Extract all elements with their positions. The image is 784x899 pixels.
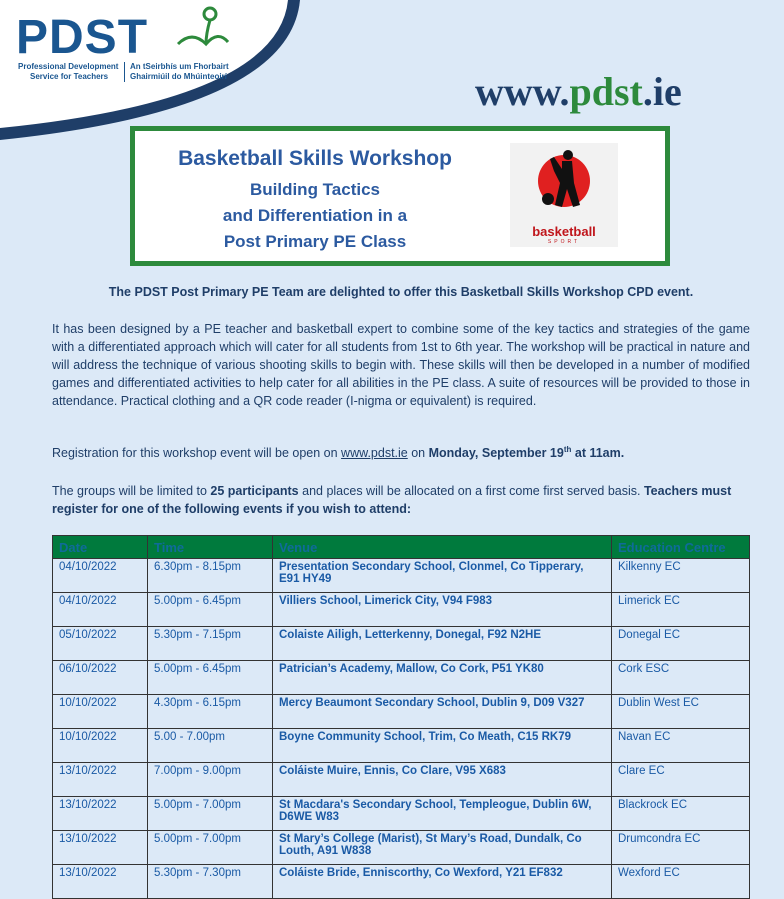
reader-logo-icon bbox=[170, 4, 230, 56]
header-venue: Venue bbox=[273, 536, 612, 559]
row-centre: Dublin West EC bbox=[612, 695, 750, 729]
table-row bbox=[53, 593, 750, 627]
row-time: 5.00pm - 7.00pm bbox=[148, 831, 273, 865]
row-time: 5.30pm - 7.30pm bbox=[148, 865, 273, 899]
row-venue: Mercy Beaumont Secondary School, Dublin 9, D09 V327 bbox=[273, 695, 612, 729]
header-time: Time bbox=[148, 536, 273, 559]
table-row bbox=[53, 865, 750, 899]
header-education-centre: Education Centre bbox=[612, 536, 750, 559]
table-row bbox=[53, 559, 750, 593]
table-row bbox=[53, 797, 750, 831]
table-row bbox=[53, 831, 750, 865]
row-centre: Wexford EC bbox=[612, 865, 750, 899]
table-row bbox=[53, 695, 750, 729]
logo-subtitle-ga: An tSeirbhís um Fhorbairt Ghairmiúil do Mhúinteoirí bbox=[124, 62, 229, 82]
basketball-logo-sub: SPORT bbox=[547, 239, 581, 245]
table-row bbox=[53, 729, 750, 763]
events-table bbox=[52, 535, 750, 899]
registration-link[interactable]: www.pdst.ie bbox=[341, 446, 408, 461]
row-date: 04/10/2022 bbox=[53, 593, 148, 627]
table-row bbox=[53, 627, 750, 661]
workshop-subtitle: Building Tactics and Differentiation in a Post Primary PE Class bbox=[222, 180, 408, 251]
row-centre: Limerick EC bbox=[612, 593, 750, 627]
description-paragraph: It has been designed by a PE teacher and basketball expert to combine some of the key tactics and strategies of the game with a differentiated approach which will cater for all students from 1st to 6th year. The workshop will be practical in nature and will address the technique of various shooting skills to begin with. These skills will then be developed in a number of modified games and differentiated activities to help cater for all abilities in the PE class. A suite of resources will be provided to those in attendance. Practical clothing and a QR code reader (I-nigma or equivalent) is required. bbox=[52, 322, 750, 408]
row-centre: Donegal EC bbox=[612, 627, 750, 661]
row-time: 5.00pm - 7.00pm bbox=[148, 797, 273, 831]
logo-subtitle-en: Professional Development Service for Teachers bbox=[18, 62, 119, 81]
row-centre: Cork ESC bbox=[612, 661, 750, 695]
registration-text: Registration for this workshop event will be open on www.pdst.ie on Monday, September 19th at 11am. bbox=[52, 445, 625, 461]
header-date: Date bbox=[53, 536, 148, 559]
basketball-logo-text: basketball bbox=[532, 224, 596, 239]
row-date: 06/10/2022 bbox=[53, 661, 148, 695]
intro-text: The PDST Post Primary PE Team are delighted to offer this Basketball Skills Workshop CPD event. bbox=[108, 285, 694, 299]
row-time: 5.00 - 7.00pm bbox=[148, 729, 273, 763]
row-centre: Drumcondra EC bbox=[612, 831, 750, 865]
row-time: 5.00pm - 6.45pm bbox=[148, 661, 273, 695]
row-venue: St Macdara's Secondary School, Templeogue, Dublin 6W, D6WE W83 bbox=[273, 797, 612, 831]
row-centre: Blackrock EC bbox=[612, 797, 750, 831]
row-time: 5.30pm - 7.15pm bbox=[148, 627, 273, 661]
pdst-logo-text: PDST bbox=[16, 11, 149, 64]
row-venue: Presentation Secondary School, Clonmel, Co Tipperary, E91 HY49 bbox=[273, 559, 612, 593]
row-venue: Villiers School, Limerick City, V94 F983 bbox=[273, 593, 612, 627]
row-time: 5.00pm - 6.45pm bbox=[148, 593, 273, 627]
row-venue: St Mary’s College (Marist), St Mary’s Road, Dundalk, Co Louth, A91 W838 bbox=[273, 831, 612, 865]
row-date: 13/10/2022 bbox=[53, 797, 148, 831]
row-centre: Navan EC bbox=[612, 729, 750, 763]
row-date: 13/10/2022 bbox=[53, 865, 148, 899]
table-row bbox=[53, 661, 750, 695]
table-header-row bbox=[53, 536, 750, 559]
row-date: 05/10/2022 bbox=[53, 627, 148, 661]
row-centre: Clare EC bbox=[612, 763, 750, 797]
row-venue: Coláiste Bride, Enniscorthy, Co Wexford, Y21 EF832 bbox=[273, 865, 612, 899]
row-time: 6.30pm - 8.15pm bbox=[148, 559, 273, 593]
workshop-title: Basketball Skills Workshop bbox=[178, 147, 452, 170]
table-row bbox=[53, 763, 750, 797]
row-venue: Colaiste Ailigh, Letterkenny, Donegal, F92 N2HE bbox=[273, 627, 612, 661]
row-time: 7.00pm - 9.00pm bbox=[148, 763, 273, 797]
row-date: 13/10/2022 bbox=[53, 763, 148, 797]
row-venue: Patrician’s Academy, Mallow, Co Cork, P51 YK80 bbox=[273, 661, 612, 695]
row-date: 13/10/2022 bbox=[53, 831, 148, 865]
row-date: 10/10/2022 bbox=[53, 729, 148, 763]
row-venue: Boyne Community School, Trim, Co Meath, C15 RK79 bbox=[273, 729, 612, 763]
row-time: 4.30pm - 6.15pm bbox=[148, 695, 273, 729]
title-box bbox=[130, 126, 670, 266]
groups-text: The groups will be limited to 25 participants and places will be allocated on a first come first served basis. Teachers must register for one of the following events if you wish to attend: bbox=[52, 484, 732, 516]
row-venue: Coláiste Muire, Ennis, Co Clare, V95 X683 bbox=[273, 763, 612, 797]
row-date: 10/10/2022 bbox=[53, 695, 148, 729]
basketball-player-icon bbox=[510, 143, 618, 223]
row-date: 04/10/2022 bbox=[53, 559, 148, 593]
row-centre: Kilkenny EC bbox=[612, 559, 750, 593]
site-url[interactable]: www.pdst.ie bbox=[475, 69, 682, 114]
basketball-logo bbox=[510, 143, 618, 247]
